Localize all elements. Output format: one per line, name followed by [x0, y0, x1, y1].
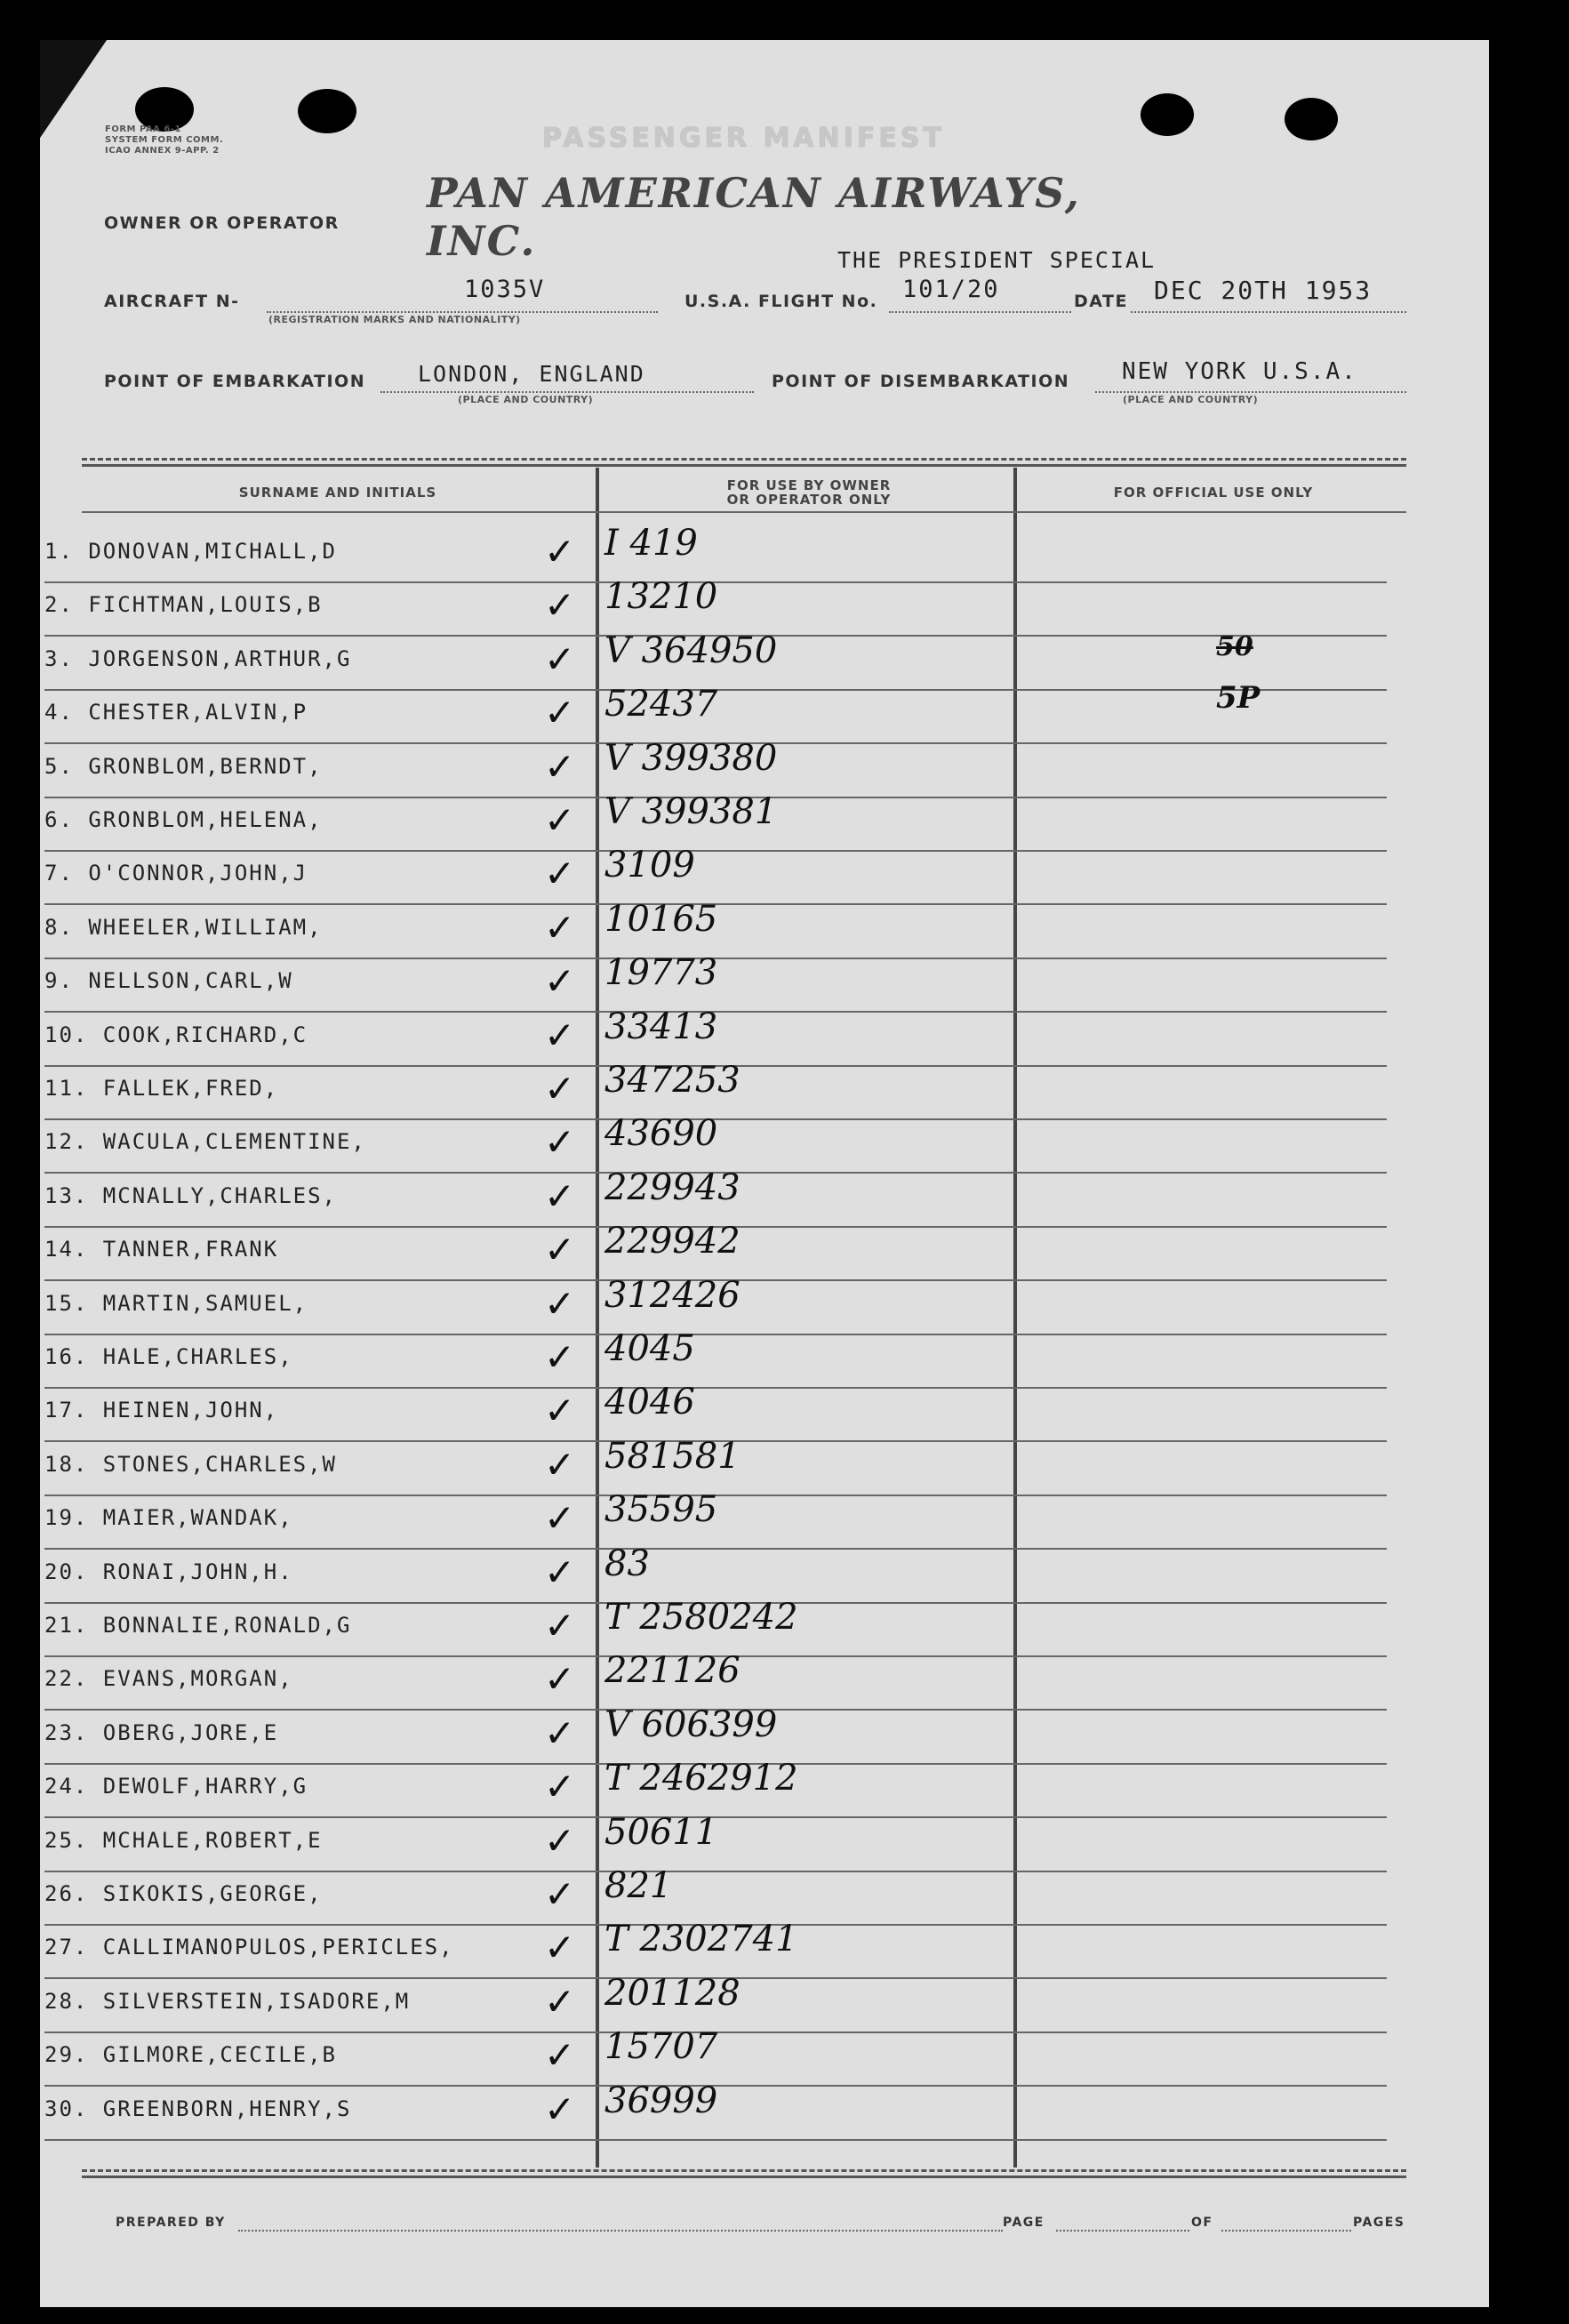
- check-mark: ✓: [544, 1389, 576, 1433]
- check-mark: ✓: [544, 2087, 576, 2131]
- folded-corner: [40, 40, 107, 138]
- passenger-name: 11. FALLEK,FRED,: [44, 1076, 279, 1101]
- date-label: DATE: [1074, 292, 1128, 311]
- surname-column-header: SURNAME AND INITIALS: [238, 485, 437, 501]
- passport-number: 19773: [604, 952, 718, 994]
- passport-number: T 2302741: [604, 1919, 798, 1960]
- table-row: [0, 1328, 1449, 1389]
- check-mark: ✓: [544, 530, 576, 573]
- passport-number: 50611: [604, 1811, 718, 1853]
- check-mark: ✓: [544, 1657, 576, 1702]
- passport-number: 347253: [604, 1060, 740, 1101]
- embarkation-underline: [380, 391, 754, 393]
- check-mark: ✓: [544, 852, 576, 896]
- table-row: [0, 1811, 1449, 1872]
- table-top-rule: [82, 464, 1406, 467]
- table-row: [0, 1865, 1449, 1926]
- check-mark: ✓: [544, 1765, 576, 1809]
- official-column-header: FOR OFFICIAL USE ONLY: [1113, 485, 1314, 501]
- flight-label: U.S.A. FLIGHT No.: [684, 292, 878, 311]
- disembarkation-label: POINT OF DISEMBARKATION: [772, 372, 1070, 391]
- check-mark: ✓: [544, 959, 576, 1004]
- passenger-name: 29. GILMORE,CECILE,B: [44, 2042, 337, 2068]
- table-row: [0, 952, 1449, 1013]
- check-mark: ✓: [544, 1550, 576, 1594]
- table-row: [0, 1435, 1449, 1496]
- table-row: [0, 845, 1449, 905]
- table-row: [0, 1703, 1449, 1765]
- passport-number: 13210: [604, 576, 718, 618]
- check-mark: ✓: [544, 744, 576, 789]
- table-row: [0, 1597, 1449, 1657]
- passenger-name: 20. RONAI,JOHN,H.: [44, 1559, 293, 1584]
- row-rule: [44, 2139, 1387, 2141]
- page-label: PAGE: [1003, 2216, 1045, 2230]
- check-mark: ✓: [544, 905, 576, 950]
- passport-number: 36999: [604, 2080, 718, 2121]
- passport-number: I 419: [604, 523, 698, 564]
- official-mark: 50: [1216, 631, 1253, 662]
- check-mark: ✓: [544, 1174, 576, 1218]
- passenger-name: 2. FICHTMAN,LOUIS,B: [44, 592, 323, 618]
- embarkation-sublabel: (PLACE AND COUNTRY): [458, 394, 594, 405]
- disembarkation-value: NEW YORK U.S.A.: [1122, 358, 1357, 385]
- table-row: [0, 1382, 1449, 1442]
- passenger-name: 25. MCHALE,ROBERT,E: [44, 1827, 323, 1853]
- passport-number: 33413: [604, 1006, 718, 1047]
- prepared-by-label: PREPARED BY: [116, 2216, 226, 2230]
- passenger-name: 6. GRONBLOM,HELENA,: [44, 807, 323, 832]
- embarkation-value: LONDON, ENGLAND: [418, 361, 645, 387]
- aircraft-underline: [267, 311, 658, 313]
- check-mark: ✓: [544, 1604, 576, 1647]
- passport-number: V 399380: [604, 737, 778, 779]
- passport-number: 3109: [604, 845, 695, 886]
- passenger-name: 26. SIKOKIS,GEORGE,: [44, 1881, 323, 1906]
- passport-number: 229942: [604, 1221, 740, 1262]
- passport-number: 10165: [604, 898, 718, 940]
- passenger-name: 15. MARTIN,SAMUEL,: [44, 1290, 308, 1316]
- passenger-name: 27. CALLIMANOPULOS,PERICLES,: [44, 1935, 454, 1960]
- passport-number: V 364950: [604, 629, 778, 671]
- passenger-name: 17. HEINEN,JOHN,: [44, 1398, 279, 1423]
- passport-number: T 2580242: [604, 1597, 798, 1638]
- passenger-name: 24. DEWOLF,HARRY,G: [44, 1774, 308, 1799]
- aircraft-value: 1035V: [464, 276, 546, 303]
- check-mark: ✓: [544, 1496, 576, 1541]
- passport-number: 581581: [604, 1435, 740, 1477]
- passenger-name: 16. HALE,CHARLES,: [44, 1344, 293, 1369]
- passport-number: 15707: [604, 2026, 718, 2068]
- table-row: [0, 2026, 1449, 2087]
- table-row: [0, 1060, 1449, 1120]
- passport-number: 312426: [604, 1274, 740, 1316]
- check-mark: ✓: [544, 1335, 576, 1379]
- disembarkation-sublabel: (PLACE AND COUNTRY): [1123, 394, 1259, 405]
- passport-number: 35595: [604, 1489, 718, 1531]
- passport-number: 821: [604, 1865, 673, 1906]
- owner-column-header-line: FOR USE BY OWNER: [726, 477, 892, 493]
- passport-number: 4046: [604, 1382, 695, 1423]
- date-value: DEC 20TH 1953: [1154, 276, 1373, 305]
- table-row: [0, 2080, 1449, 2141]
- passenger-name: 18. STONES,CHARLES,W: [44, 1451, 337, 1477]
- check-mark: ✓: [544, 1067, 576, 1110]
- owner-column-header-line: OR OPERATOR ONLY: [726, 492, 892, 508]
- owner-label: OWNER OR OPERATOR: [104, 213, 340, 233]
- passenger-name: 12. WACULA,CLEMENTINE,: [44, 1129, 366, 1155]
- check-mark: ✓: [544, 583, 576, 628]
- flight-value: 101/20: [902, 276, 1000, 303]
- check-mark: ✓: [544, 1228, 576, 1272]
- prepared-by-underline: [238, 2230, 1003, 2232]
- check-mark: ✓: [544, 1872, 576, 1916]
- passenger-name: 21. BONNALIE,RONALD,G: [44, 1613, 352, 1638]
- embarkation-label: POINT OF EMBARKATION: [104, 372, 366, 391]
- table-row: [0, 1543, 1449, 1604]
- table-row: [0, 1919, 1449, 1979]
- passport-number: 83: [604, 1543, 650, 1584]
- aircraft-label: AIRCRAFT N-: [104, 292, 240, 311]
- form-code: [105, 124, 223, 156]
- punch-hole: [1141, 93, 1194, 136]
- check-mark: ✓: [544, 1442, 576, 1487]
- flight-underline: [889, 311, 1071, 313]
- official-mark: 5P: [1216, 680, 1261, 716]
- header-rule: [82, 511, 1406, 513]
- of-underline: [1221, 2230, 1351, 2232]
- punch-hole: [1285, 98, 1338, 140]
- passport-number: 43690: [604, 1113, 718, 1155]
- aircraft-sublabel: (REGISTRATION MARKS AND NATIONALITY): [268, 314, 521, 325]
- check-mark: ✓: [544, 1120, 576, 1165]
- check-mark: ✓: [544, 1818, 576, 1863]
- table-row: [0, 791, 1449, 852]
- manifest-heading: PASSENGER MANIFEST: [542, 123, 945, 154]
- passenger-name: 30. GREENBORN,HENRY,S: [44, 2096, 352, 2121]
- passport-number: 201128: [604, 1972, 740, 2014]
- passenger-name: 23. OBERG,JORE,E: [44, 1719, 279, 1745]
- passenger-name: 9. NELLSON,CARL,W: [44, 968, 293, 994]
- passenger-name: 1. DONOVAN,MICHALL,D: [44, 539, 337, 564]
- passport-number: 221126: [604, 1650, 740, 1692]
- check-mark: ✓: [544, 2033, 576, 2078]
- passenger-name: 7. O'CONNOR,JOHN,J: [44, 861, 308, 886]
- table-row: [0, 1489, 1449, 1550]
- table-row: [0, 1221, 1449, 1281]
- passenger-name: 10. COOK,RICHARD,C: [44, 1022, 308, 1047]
- passenger-name: 22. EVANS,MORGAN,: [44, 1666, 293, 1692]
- table-row: [0, 1274, 1449, 1335]
- table-row: [0, 898, 1449, 959]
- passenger-name: 19. MAIER,WANDAK,: [44, 1505, 293, 1531]
- passenger-name: 4. CHESTER,ALVIN,P: [44, 700, 308, 725]
- passenger-name: 28. SILVERSTEIN,ISADORE,M: [44, 1988, 411, 2014]
- check-mark: ✓: [544, 1711, 576, 1755]
- table-row: [0, 1166, 1449, 1228]
- form-code-line: SYSTEM FORM COMM.: [105, 135, 224, 145]
- table-row: [0, 523, 1449, 583]
- passenger-name: 8. WHEELER,WILLIAM,: [44, 914, 323, 940]
- check-mark: ✓: [544, 637, 576, 681]
- form-code-line: ICAO ANNEX 9-APP. 2: [105, 146, 220, 156]
- passport-number: 229943: [604, 1166, 740, 1208]
- passport-number: V 606399: [604, 1703, 778, 1745]
- check-mark: ✓: [544, 1281, 576, 1326]
- table-row: [0, 737, 1449, 798]
- passenger-name: 5. GRONBLOM,BERNDT,: [44, 753, 323, 779]
- of-label: OF: [1191, 2216, 1213, 2230]
- table-bottom-rule: [82, 2176, 1406, 2178]
- check-mark: ✓: [544, 1979, 576, 2023]
- passport-number: T 2462912: [604, 1758, 798, 1799]
- passport-number: V 399381: [604, 791, 778, 832]
- table-row: [0, 1758, 1449, 1818]
- passenger-name: 14. TANNER,FRANK: [44, 1237, 279, 1262]
- special-note: THE PRESIDENT SPECIAL: [837, 247, 1157, 273]
- table-bottom-rule: [82, 2169, 1406, 2172]
- table-row: [0, 1650, 1449, 1711]
- table-row: [0, 576, 1449, 637]
- check-mark: ✓: [544, 1013, 576, 1057]
- owner-column-header: [604, 478, 1013, 507]
- pages-label: PAGES: [1353, 2216, 1405, 2230]
- check-mark: ✓: [544, 691, 576, 735]
- page-underline: [1056, 2230, 1189, 2232]
- passenger-name: 13. MCNALLY,CHARLES,: [44, 1182, 337, 1208]
- form-code-line: FORM PAA 6-1: [105, 124, 181, 134]
- passport-number: 4045: [604, 1328, 695, 1369]
- check-mark: ✓: [544, 798, 576, 842]
- table-top-rule: [82, 458, 1406, 461]
- passenger-name: 3. JORGENSON,ARTHUR,G: [44, 645, 352, 671]
- passport-number: 52437: [604, 684, 718, 725]
- table-row: [0, 1113, 1449, 1174]
- check-mark: ✓: [544, 1926, 576, 1970]
- table-row: [0, 1972, 1449, 2033]
- punch-hole: [298, 89, 356, 133]
- disembarkation-underline: [1095, 391, 1406, 393]
- date-underline: [1131, 311, 1406, 313]
- table-row: [0, 1006, 1449, 1067]
- airline-title: PAN AMERICAN AIRWAYS, INC.: [427, 169, 1081, 265]
